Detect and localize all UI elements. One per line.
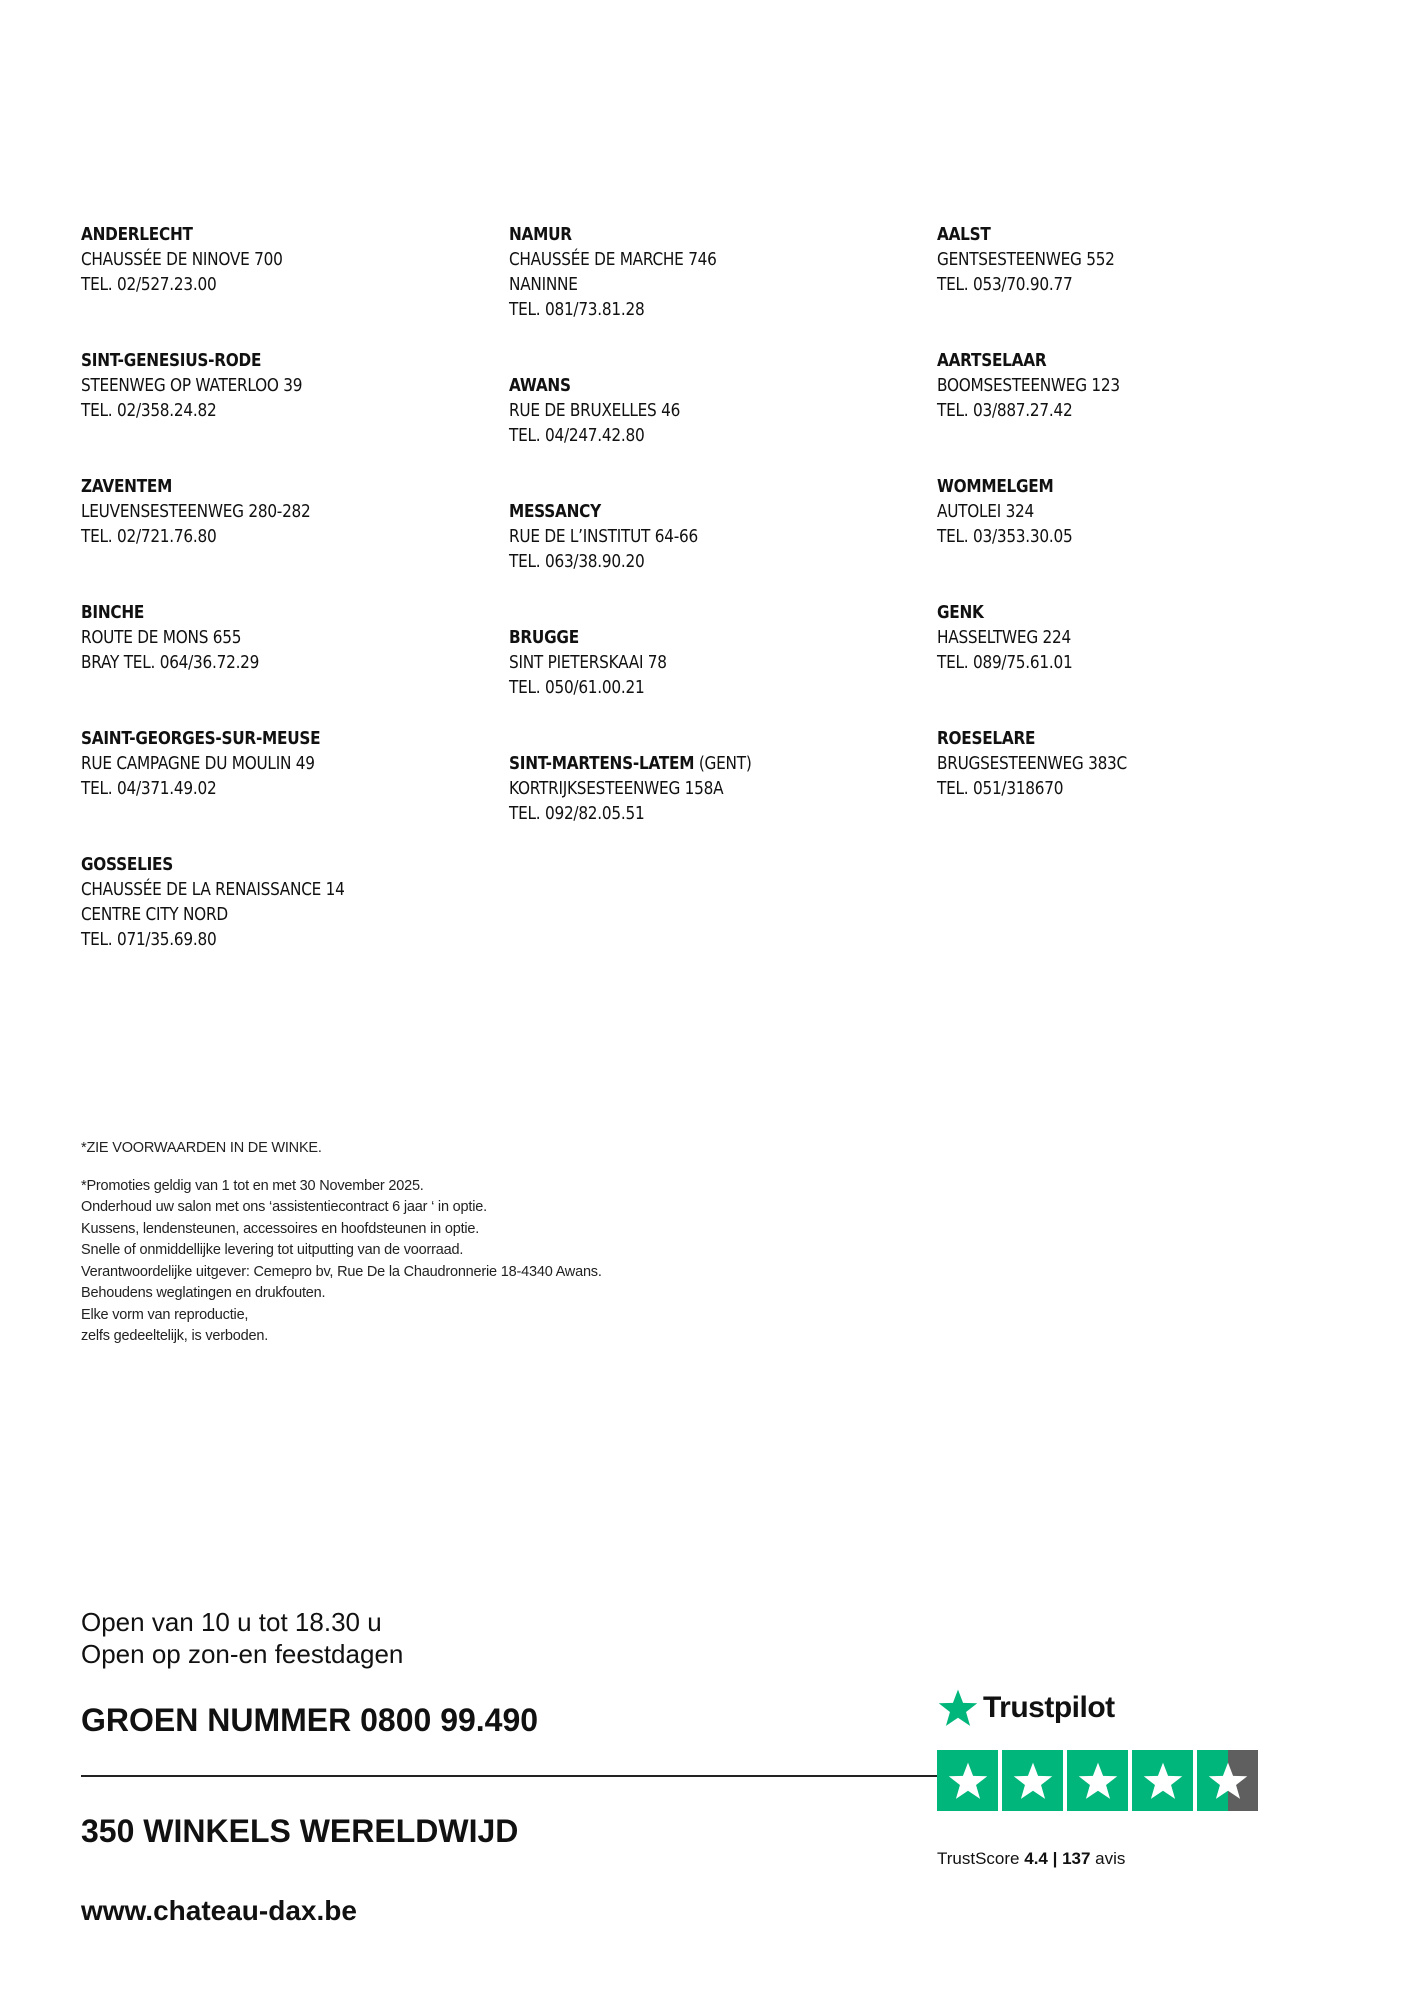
store-city: NAMUR <box>509 224 572 245</box>
rating-star-icon <box>1132 1750 1193 1811</box>
store-city: GOSSELIES <box>81 854 173 875</box>
website-link[interactable]: www.chateau-dax.be <box>81 1895 357 1926</box>
note-line: zelfs gedeeltelijk, is verboden. <box>81 1328 269 1344</box>
opening-days-line: Open op zon-en feestdagen <box>81 1639 404 1669</box>
store-city-line <box>937 348 1120 373</box>
store-city-line <box>81 474 311 499</box>
store-entry <box>81 474 311 549</box>
store-entry <box>509 222 717 322</box>
store-phone: TEL. 04/247.42.80 <box>509 425 645 446</box>
store-address-line: HASSELTWEG 224 <box>937 627 1071 648</box>
store-city: AWANS <box>509 375 571 396</box>
store-city-line <box>81 600 259 625</box>
store-city-line <box>509 373 680 398</box>
trustscore: TrustScore 4.4 | 137 avis <box>937 1849 1126 1868</box>
store-phone: TEL. 02/721.76.80 <box>81 526 217 547</box>
store-address-line: CENTRE CITY NORD <box>81 904 228 925</box>
store-phone: TEL. 02/358.24.82 <box>81 400 217 421</box>
note-line: Kussens, lendensteunen, accessoires en hoofdsteunen in optie. <box>81 1220 480 1237</box>
store-city: SINT-GENESIUS-RODE <box>81 350 262 371</box>
store-city: BINCHE <box>81 602 145 623</box>
trustpilot-stars <box>937 1750 1258 1811</box>
store-city-line <box>509 499 698 524</box>
store-address-line: NANINNE <box>509 274 578 295</box>
store-entry <box>81 222 283 297</box>
trustscore-value: 4.4 <box>1024 1849 1048 1868</box>
store-city-line <box>81 348 302 373</box>
store-entry <box>509 373 680 448</box>
note-line: Elke vorm van reproductie, <box>81 1306 249 1323</box>
store-city: ANDERLECHT <box>81 224 193 245</box>
store-city-line <box>937 726 1127 751</box>
store-phone: BRAY TEL. 064/36.72.29 <box>81 652 260 673</box>
note-line: Snelle of onmiddellijke levering tot uitputting van de voorraad. <box>81 1242 464 1258</box>
store-address-line: KORTRIJKSESTEENWEG 158A <box>509 778 724 799</box>
store-address-line: CHAUSSÉE DE MARCHE 746 <box>509 249 717 270</box>
store-city: WOMMELGEM <box>937 476 1054 497</box>
store-city-line <box>81 726 320 751</box>
store-entry <box>937 222 1115 297</box>
note-line: Verantwoordelijke uitgever: Cemepro bv, Rue De la Chaudronnerie 18-4340 Awans. <box>81 1263 602 1280</box>
store-city: AARTSELAAR <box>937 350 1047 371</box>
store-entry <box>81 600 259 675</box>
store-address-line: CHAUSSÉE DE LA RENAISSANCE 14 <box>81 879 345 900</box>
store-entry <box>81 852 345 952</box>
store-entry <box>937 726 1127 801</box>
rating-star-icon <box>937 1750 998 1811</box>
store-entry <box>81 348 302 423</box>
footnotes <box>81 1138 602 1348</box>
store-entry <box>937 474 1072 549</box>
store-phone: TEL. 089/75.61.01 <box>937 652 1073 673</box>
store-address-line: RUE CAMPAGNE DU MOULIN 49 <box>81 753 315 774</box>
store-phone: TEL. 04/371.49.02 <box>81 778 217 799</box>
store-city: SINT-MARTENS-LATEM <box>509 753 695 774</box>
store-address-line: STEENWEG OP WATERLOO 39 <box>81 375 303 396</box>
rating-star-icon <box>1002 1750 1063 1811</box>
store-city-line <box>509 751 752 776</box>
store-phone: TEL. 03/887.27.42 <box>937 400 1073 421</box>
reviews-count: 137 <box>1062 1849 1091 1868</box>
green-number: GROEN NUMMER 0800 99.490 <box>81 1702 539 1738</box>
store-phone: TEL. 092/82.05.51 <box>509 803 645 824</box>
store-city: ZAVENTEM <box>81 476 173 497</box>
store-entry <box>937 348 1120 423</box>
store-entry <box>81 726 320 801</box>
store-city-line <box>937 474 1072 499</box>
conditions-note: *ZIE VOORWAARDEN IN DE WINKE. <box>81 1140 322 1156</box>
store-city: AALST <box>937 224 991 245</box>
store-address-line: SINT PIETERSKAAI 78 <box>509 652 667 673</box>
store-entry <box>937 600 1072 675</box>
store-address-line: RUE DE BRUXELLES 46 <box>509 400 681 421</box>
store-phone: TEL. 053/70.90.77 <box>937 274 1073 295</box>
opening-hours-line: Open van 10 u tot 18.30 u <box>81 1607 382 1637</box>
store-entry <box>509 625 667 700</box>
store-phone: TEL. 051/318670 <box>937 778 1064 799</box>
store-address-line: BOOMSESTEENWEG 123 <box>937 375 1120 396</box>
opening-hours <box>81 1606 403 1670</box>
stores-worldwide: 350 WINKELS WERELDWIJD <box>81 1813 519 1849</box>
store-address-line: ROUTE DE MONS 655 <box>81 627 242 648</box>
store-phone: TEL. 081/73.81.28 <box>509 299 645 320</box>
store-entry <box>509 499 698 574</box>
divider <box>81 1775 937 1777</box>
store-city: SAINT-GEORGES-SUR-MEUSE <box>81 728 321 749</box>
note-line: *Promoties geldig van 1 tot en met 30 November 2025. <box>81 1177 424 1194</box>
store-city-suffix: (GENT) <box>694 753 752 774</box>
store-phone: TEL. 050/61.00.21 <box>509 677 645 698</box>
store-phone: TEL. 071/35.69.80 <box>81 929 217 950</box>
store-city: GENK <box>937 602 984 623</box>
store-address-line: BRUGSESTEENWEG 383C <box>937 753 1127 774</box>
store-phone: TEL. 063/38.90.20 <box>509 551 645 572</box>
store-city: BRUGGE <box>509 627 579 648</box>
store-city-line <box>937 222 1115 247</box>
store-address-line: AUTOLEI 324 <box>937 501 1035 522</box>
trustpilot-wordmark: Trustpilot <box>983 1691 1115 1724</box>
rating-star-icon <box>1067 1750 1128 1811</box>
trustpilot-logo <box>937 1687 1115 1729</box>
store-city-line <box>81 852 345 877</box>
trustpilot-star-icon <box>937 1687 979 1729</box>
note-line: Behoudens weglatingen en drukfouten. <box>81 1285 326 1301</box>
store-address-line: RUE DE L’INSTITUT 64-66 <box>509 526 698 547</box>
store-city: ROESELARE <box>937 728 1036 749</box>
store-city-line <box>509 222 717 247</box>
store-address-line: LEUVENSESTEENWEG 280-282 <box>81 501 311 522</box>
store-address-line: GENTSESTEENWEG 552 <box>937 249 1115 270</box>
store-address-line: CHAUSSÉE DE NINOVE 700 <box>81 249 283 270</box>
store-city-line <box>937 600 1072 625</box>
store-city: MESSANCY <box>509 501 601 522</box>
rating-half-star-icon <box>1197 1750 1258 1811</box>
store-city-line <box>81 222 283 247</box>
note-line: Onderhoud uw salon met ons ‘assistentiecontract 6 jaar ‘ in optie. <box>81 1199 487 1215</box>
store-phone: TEL. 02/527.23.00 <box>81 274 217 295</box>
store-phone: TEL. 03/353.30.05 <box>937 526 1073 547</box>
store-entry <box>509 751 752 826</box>
store-city-line <box>509 625 667 650</box>
